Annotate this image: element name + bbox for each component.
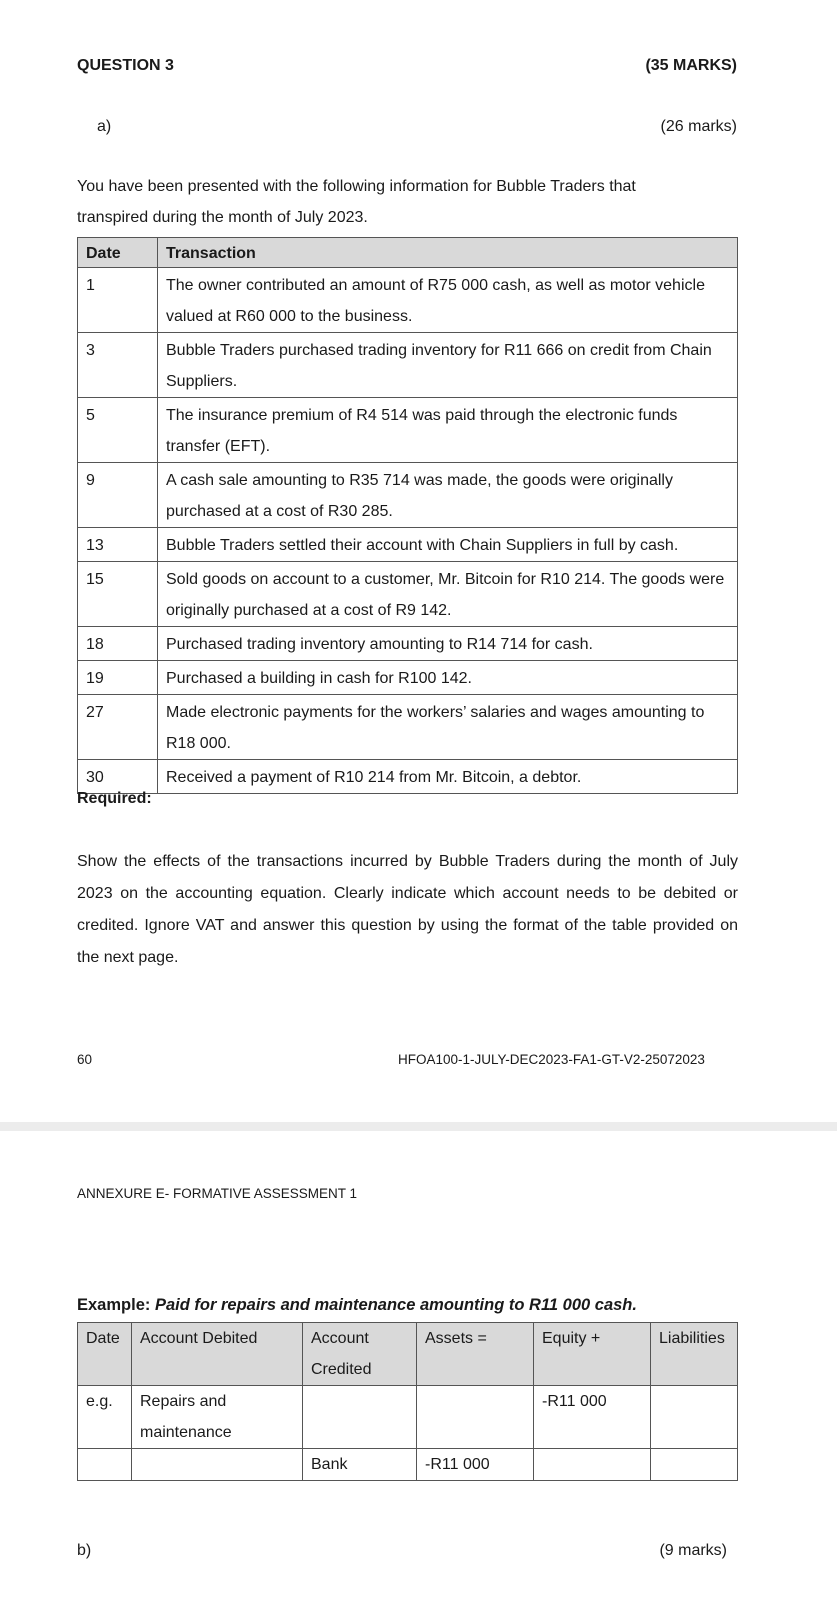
- intro-line-2: transpired during the month of July 2023.: [77, 209, 368, 226]
- row-transaction: Bubble Traders settled their account with Chain Suppliers in full by cash.: [158, 528, 738, 562]
- transactions-table: [77, 237, 738, 794]
- header-transaction: Transaction: [158, 238, 738, 268]
- table-row: [78, 333, 738, 398]
- example-label: Example:: [77, 1296, 151, 1314]
- cell-liabilities: [651, 1449, 738, 1481]
- row-transaction: The owner contributed an amount of R75 000 cash, as well as motor vehicle valued at R60 000 to the business.: [158, 268, 738, 333]
- row-transaction: A cash sale amounting to R35 714 was made, the goods were originally purchased at a cost of R30 285.: [158, 463, 738, 528]
- table-row: [78, 528, 738, 562]
- row-date: 5: [78, 398, 158, 463]
- example-header-row: [78, 1323, 738, 1386]
- row-date: 15: [78, 562, 158, 627]
- example-row: [78, 1386, 738, 1449]
- table-row: [78, 562, 738, 627]
- table-row: [78, 398, 738, 463]
- row-date: 19: [78, 661, 158, 695]
- row-transaction: Bubble Traders purchased trading inventory for R11 666 on credit from Chain Suppliers.: [158, 333, 738, 398]
- cell-account-credited: [303, 1386, 417, 1449]
- cell-date: [78, 1449, 132, 1481]
- header-liabilities: Liabilities: [651, 1323, 738, 1386]
- table-row: [78, 268, 738, 333]
- cell-equity: [534, 1449, 651, 1481]
- cell-assets: -R11 000: [417, 1449, 534, 1481]
- row-date: 13: [78, 528, 158, 562]
- table-row: [78, 661, 738, 695]
- cell-date: e.g.: [78, 1386, 132, 1449]
- row-transaction: Purchased trading inventory amounting to R14 714 for cash.: [158, 627, 738, 661]
- table-row: [78, 760, 738, 794]
- question-title: QUESTION 3: [77, 57, 174, 74]
- header-account-debited: Account Debited: [132, 1323, 303, 1386]
- intro-line-1: You have been presented with the following information for Bubble Traders that: [77, 178, 636, 195]
- row-transaction: The insurance premium of R4 514 was paid through the electronic funds transfer (EFT).: [158, 398, 738, 463]
- part-b-label: b): [77, 1542, 92, 1559]
- example-heading: [77, 1296, 637, 1315]
- table-row: [78, 695, 738, 760]
- table-header-row: [78, 238, 738, 268]
- table-row: [78, 627, 738, 661]
- row-date: 9: [78, 463, 158, 528]
- table-row: [78, 463, 738, 528]
- footer-code: HFOA100-1-JULY-DEC2023-FA1-GT-V2-25072023: [398, 1052, 705, 1067]
- cell-equity: -R11 000: [534, 1386, 651, 1449]
- row-transaction: Purchased a building in cash for R100 142.: [158, 661, 738, 695]
- row-date: 30: [78, 760, 158, 794]
- part-b-marks: (9 marks): [659, 1542, 727, 1559]
- annexure-title: ANNEXURE E- FORMATIVE ASSESSMENT 1: [77, 1186, 358, 1201]
- row-date: 3: [78, 333, 158, 398]
- row-date: 18: [78, 627, 158, 661]
- required-text: Show the effects of the transactions incurred by Bubble Traders during the month of July 2023 on the accounting equation. Clearly indicate which account needs to be debited or credited. Ignore VAT and answer this question by using the format of the table provided on the next page.: [77, 853, 738, 966]
- row-transaction: Received a payment of R10 214 from Mr. Bitcoin, a debtor.: [158, 760, 738, 794]
- header-date: Date: [78, 1323, 132, 1386]
- example-table: [77, 1322, 738, 1481]
- cell-account-debited: Repairs and maintenance: [132, 1386, 303, 1449]
- example-row: [78, 1449, 738, 1481]
- question-marks: (35 MARKS): [645, 57, 737, 74]
- part-a-label: a): [97, 118, 112, 135]
- cell-account-debited: [132, 1449, 303, 1481]
- part-a-marks: (26 marks): [660, 118, 737, 135]
- header-date: Date: [78, 238, 158, 268]
- cell-assets: [417, 1386, 534, 1449]
- row-date: 27: [78, 695, 158, 760]
- required-label: Required:: [77, 790, 152, 807]
- page-number: 60: [77, 1052, 93, 1067]
- header-assets: Assets =: [417, 1323, 534, 1386]
- cell-account-credited: Bank: [303, 1449, 417, 1481]
- page-divider: [0, 1122, 837, 1131]
- row-date: 1: [78, 268, 158, 333]
- row-transaction: Made electronic payments for the workers’ salaries and wages amounting to R18 000.: [158, 695, 738, 760]
- cell-liabilities: [651, 1386, 738, 1449]
- row-transaction: Sold goods on account to a customer, Mr. Bitcoin for R10 214. The goods were originally purchased at a cost of R9 142.: [158, 562, 738, 627]
- header-equity: Equity +: [534, 1323, 651, 1386]
- header-account-credited: Account Credited: [303, 1323, 417, 1386]
- example-text: Paid for repairs and maintenance amounting to R11 000 cash.: [154, 1296, 637, 1314]
